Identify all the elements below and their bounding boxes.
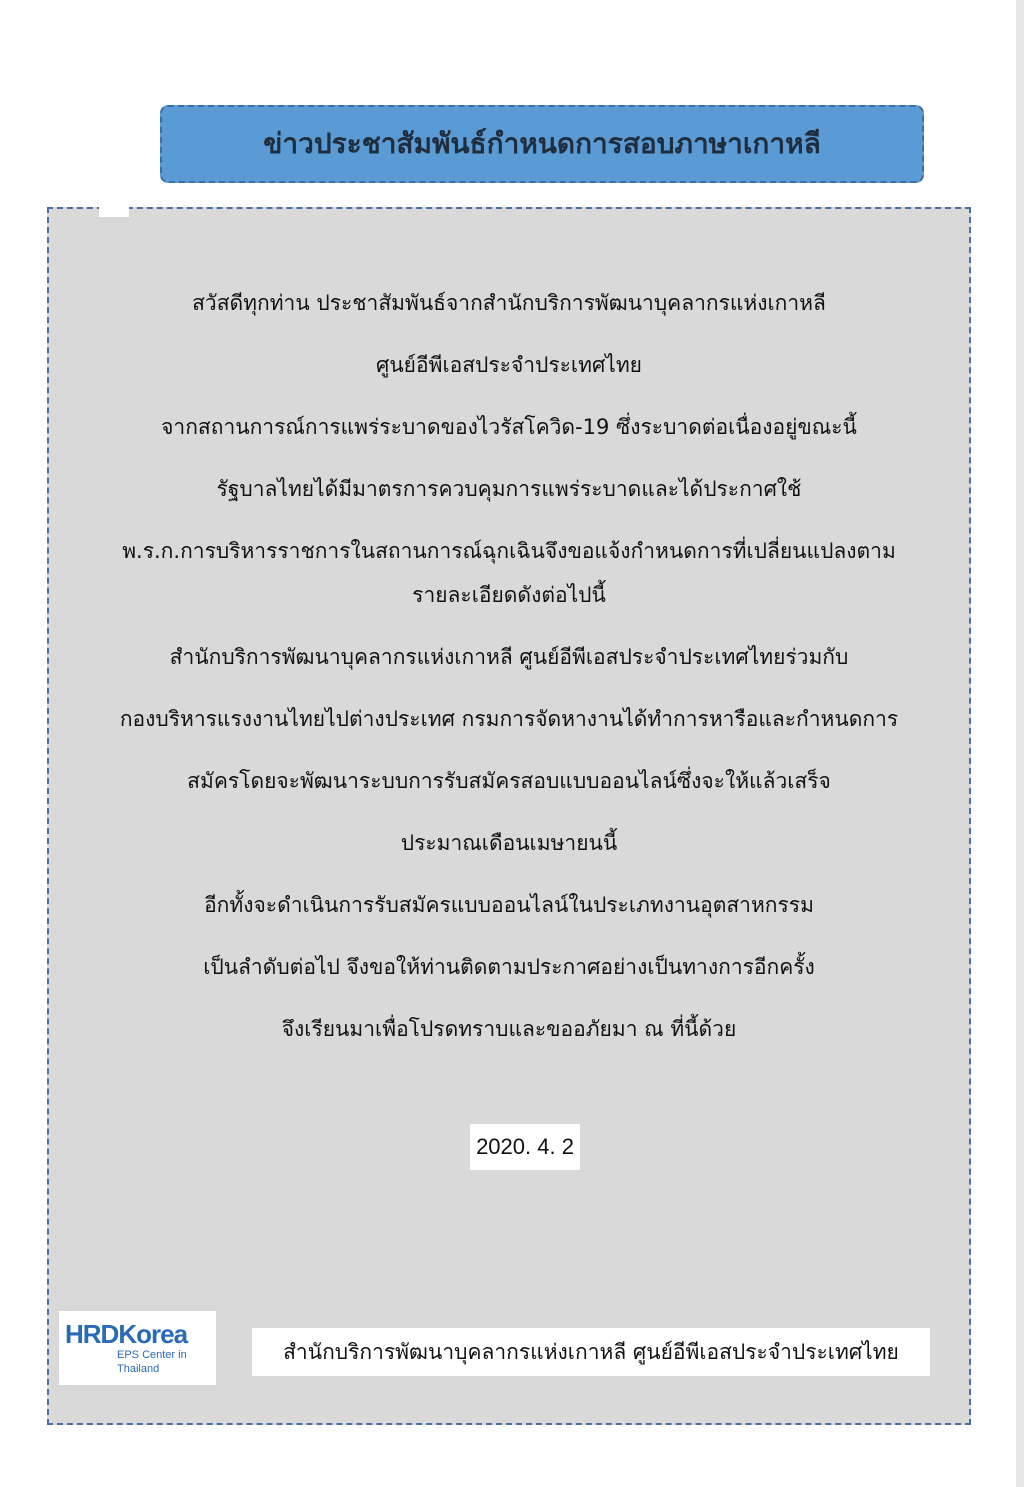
paragraph-line: รัฐบาลไทยได้มีมาตรการควบคุมการแพร่ระบาดและได้ประกาศใช้ bbox=[216, 477, 802, 501]
paragraph-line: สมัครโดยจะพัฒนาระบบการรับสมัครสอบแบบออนไลน์ซึ่งจะให้แล้วเสร็จ bbox=[187, 769, 831, 793]
paragraph-line: เป็นลำดับต่อไป จึงขอให้ท่านติดตามประกาศอย่างเป็นทางการอีกครั้ง bbox=[203, 955, 815, 979]
paragraph-line: อีกทั้งจะดำเนินการรับสมัครแบบออนไลน์ในประเภทงานอุตสาหกรรม bbox=[204, 893, 814, 917]
announcement-panel bbox=[47, 207, 971, 1425]
title-banner bbox=[160, 105, 924, 183]
panel-notch bbox=[99, 207, 129, 217]
organization-name: สำนักบริการพัฒนาบุคลากรแห่งเกาหลี ศูนย์อีพีเอสประจำประเทศไทย bbox=[252, 1328, 930, 1376]
paragraph-line: จึงเรียนมาเพื่อโปรดทราบและขออภัยมา ณ ที่นี้ด้วย bbox=[281, 1017, 737, 1041]
paragraph bbox=[49, 945, 969, 989]
paragraph bbox=[49, 883, 969, 927]
paragraph bbox=[49, 467, 969, 511]
paragraph bbox=[49, 635, 969, 679]
paragraph-line: จากสถานการณ์การแพร่ระบาดของไวรัสโควิด-19 ซึ่งระบาดต่อเนื่องอยู่ขณะนี้ bbox=[161, 415, 857, 439]
paragraph-line: สำนักบริการพัฒนาบุคลากรแห่งเกาหลี ศูนย์อีพีเอสประจำประเทศไทยร่วมกับ bbox=[169, 645, 849, 669]
paragraph-line: พ.ร.ก.การบริหารราชการในสถานการณ์ฉุกเฉินจึงขอแจ้งกำหนดการที่เปลี่ยนแปลงตาม bbox=[122, 539, 896, 563]
paragraph-line: ศูนย์อีพีเอสประจำประเทศไทย bbox=[376, 353, 642, 377]
paragraph bbox=[49, 281, 969, 325]
paragraph bbox=[49, 1007, 969, 1051]
paragraph-line: สวัสดีทุกท่าน ประชาสัมพันธ์จากสำนักบริการพัฒนาบุคลากรแห่งเกาหลี bbox=[192, 291, 826, 315]
paragraph bbox=[49, 529, 969, 617]
paragraph-line: รายละเอียดดังต่อไปนี้ bbox=[412, 583, 606, 607]
paragraph bbox=[49, 343, 969, 387]
paragraph bbox=[49, 821, 969, 865]
paragraph-line: กองบริหารแรงงานไทยไปต่างประเทศ กรมการจัดหางานได้ทำการหารือและกำหนดการ bbox=[119, 707, 899, 731]
paragraph bbox=[49, 405, 969, 449]
paragraph-line: ประมาณเดือนเมษายนนี้ bbox=[400, 831, 618, 855]
hrdkorea-logo bbox=[59, 1311, 216, 1385]
announcement-date: 2020. 4. 2 bbox=[470, 1124, 580, 1170]
logo-subtitle: EPS Center in Thailand bbox=[117, 1349, 187, 1375]
page-title: ข่าวประชาสัมพันธ์กำหนดการสอบภาษาเกาหลี bbox=[263, 127, 821, 160]
page-edge bbox=[1016, 0, 1024, 1487]
paragraph bbox=[49, 697, 969, 741]
announcement-body bbox=[49, 281, 969, 1069]
logo-wordmark: HRDKorea bbox=[65, 1319, 188, 1349]
paragraph bbox=[49, 759, 969, 803]
